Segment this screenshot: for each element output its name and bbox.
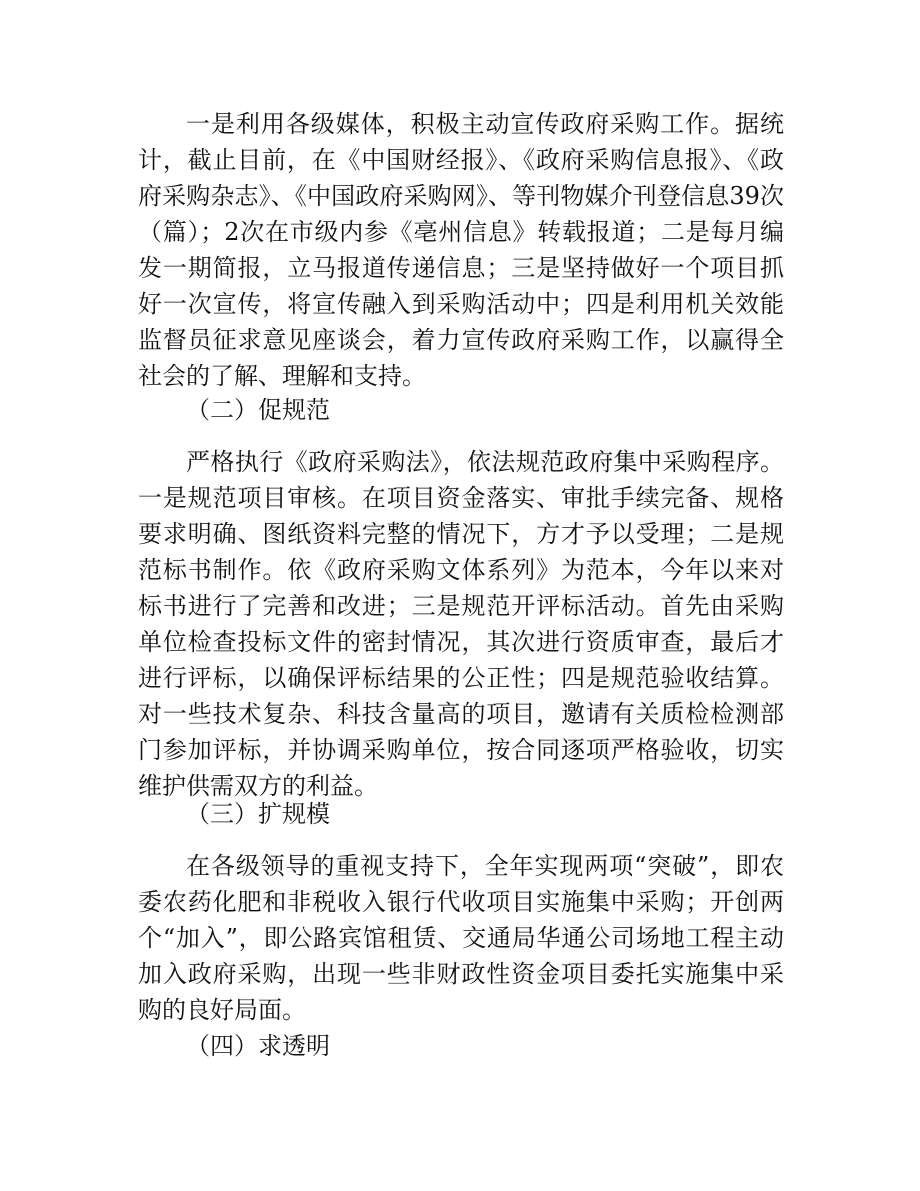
heading-transparency: （四）求透明 bbox=[186, 1032, 330, 1060]
paragraph-publicity: 一是利用各级媒体，积极主动宣传政府采购工作。据统计，截止目前，在《中国财经报》、《政府采购信息报》、《政府采购杂志》、《中国政府采购网》、等刊物媒介刊登信息39次（篇）；2次在市级内参《亳州信息》转载报道；二是每月编发一期简报，立马报道传递信息；三是坚持做好一个项目抓好一次宣传，将宣传融入到采购活动中；四是利用机关效能监督员征求意见座谈会，着力宣传政府采购工作，以赢得全社会的了解、理解和支持。 bbox=[138, 110, 784, 390]
heading-expand-scale: （三）扩规模 bbox=[186, 800, 330, 828]
paragraph-scale: 在各级领导的重视支持下，全年实现两项“突破”，即农委农药化肥和非税收入银行代收项目实施集中采购；开创两个“加入”，即公路宾馆租赁、交通局华通公司场地工程主动加入政府采购，出现一些非财政性资金项目委托实施集中采购的良好局面。 bbox=[138, 852, 784, 1024]
heading-promote-standards: （二）促规范 bbox=[186, 396, 330, 424]
paragraph-standards: 严格执行《政府采购法》，依法规范政府集中采购程序。一是规范项目审核。在项目资金落实、审批手续完备、规格要求明确、图纸资料完整的情况下，方才予以受理；二是规范标书制作。依《政府采购文体系列》为范本，今年以来对标书进行了完善和改进；三是规范开评标活动。首先由采购单位检查投标文件的密封情况，其次进行资质审查，最后才进行评标，以确保评标结果的公正性；四是规范验收结算。对一些技术复杂、科技含量高的项目，邀请有关质检检测部门参加评标，并协调采购单位，按合同逐项严格验收，切实维护供需双方的利益。 bbox=[138, 448, 784, 800]
